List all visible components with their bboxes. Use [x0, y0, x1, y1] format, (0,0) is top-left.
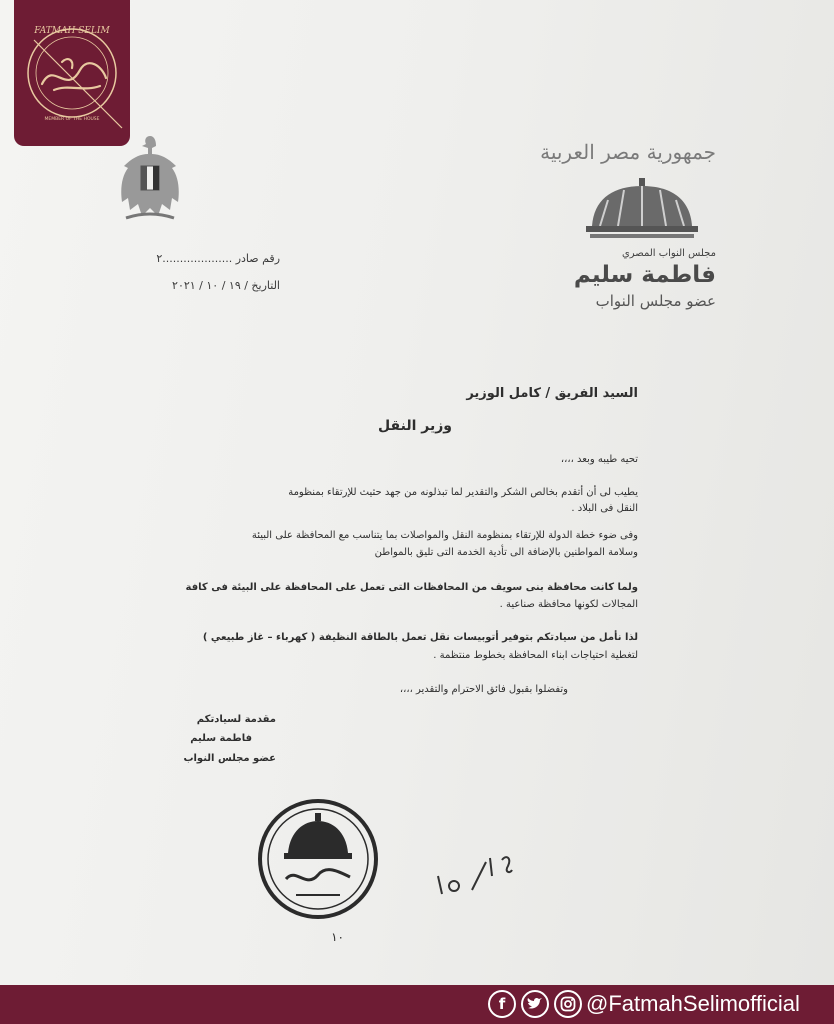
egypt-eagle-emblem	[118, 132, 182, 224]
social-handle[interactable]: @FatmahSelimofficial	[586, 991, 800, 1016]
addressee: السيد الفريق / كامل الوزير	[466, 386, 638, 401]
member-name: فاطمة سليم	[573, 262, 716, 288]
handwritten-date-mark	[432, 850, 516, 900]
paragraph-2-line-1: وفى ضوء خطة الدولة للإرتقاء بمنظومة النقل والمواصلات بما يتناسب مع المحافظة على البيئة	[251, 530, 638, 541]
social-footer	[0, 985, 834, 1024]
signature-logo	[14, 0, 130, 146]
svg-text:FATMAH SELIM: FATMAH SELIM	[34, 26, 110, 36]
paragraph-3-line-1: ولما كانت محافظة بنى سويف من المحافظات التى تعمل على المحافظة على البيئة فى كافة	[185, 582, 638, 593]
paragraph-4-line-2: لتغطية احتياجات ابناء المحافظة بخطوط منتظمة .	[433, 650, 638, 661]
parliament-name: مجلس النواب المصري	[621, 248, 716, 259]
twitter-icon[interactable]	[521, 990, 549, 1018]
greeting: تحيه طيبه وبعد ،،،،	[560, 454, 638, 465]
closing-line: وتفضلوا بقبول فائق الاحترام والتقدير ،،،،	[399, 684, 568, 695]
facebook-icon[interactable]: f	[488, 990, 516, 1018]
republic-title: جمهورية مصر العربية	[540, 140, 716, 164]
instagram-icon[interactable]	[554, 990, 582, 1018]
paragraph-1-line-1: يطيب لى أن أتقدم بخالص الشكر والتقدير لما تبذلونه من جهد حثيث للإرتقاء بمنظومة	[288, 487, 638, 498]
member-title: عضو مجلس النواب	[595, 292, 716, 310]
addressee-role: وزير النقل	[378, 418, 452, 434]
signature-line-2: فاطمة سليم	[190, 733, 252, 744]
signature-line-1: مقدمة لسيادتكم	[196, 714, 276, 725]
parliament-dome-emblem	[584, 178, 700, 240]
brand-logo-badge	[14, 0, 130, 146]
page-mark: ١٠	[331, 930, 344, 944]
paragraph-3-line-2: المجالات لكونها محافظة صناعية .	[499, 599, 638, 610]
paragraph-4-line-1: لذا نأمل من سيادتكم بتوفير أتوبيسات نقل تعمل بالطاقة النظيفة ( كهرباء – غاز طبيعي )	[202, 632, 638, 643]
reference-number: رقم صادر ....................٢	[156, 252, 280, 265]
paragraph-2-line-2: وسلامة المواطنين بالإضافة الى تأدية الخدمة التى تليق بالمواطن	[374, 547, 638, 558]
signature-line-3: عضو مجلس النواب	[183, 753, 276, 764]
svg-text:MEMBER OF THE HOUSE: MEMBER OF THE HOUSE	[44, 117, 100, 122]
letter-date: التاريخ / ١٩ / ١٠ / ٢٠٢١	[172, 279, 280, 292]
official-stamp	[256, 797, 380, 921]
paragraph-1-line-2: النقل فى البلاد .	[571, 503, 638, 514]
